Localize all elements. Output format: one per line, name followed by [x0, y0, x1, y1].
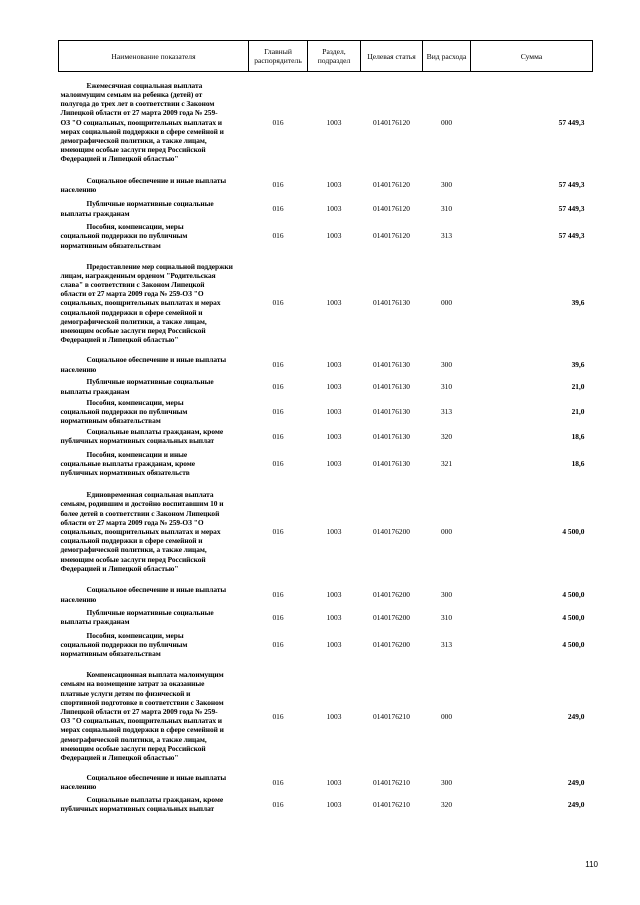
indicator-name-cell — [59, 447, 249, 480]
expense-type-cell: 300 — [440, 180, 453, 190]
page-number: 110 — [585, 860, 598, 869]
expense-type-cell: 320 — [440, 799, 453, 809]
chief-administrator-cell: 016 — [272, 298, 284, 308]
indicator-name-cell — [59, 771, 249, 793]
chief-administrator-cell: 016 — [272, 711, 284, 721]
indicator-name-line: Липецкой области от 27 марта 2009 года № 259- — [60, 706, 218, 716]
chief-administrator-cell: 016 — [272, 117, 284, 127]
amount-cell: 249,0 — [567, 711, 585, 721]
expense-type-cell: 300 — [440, 590, 453, 599]
section-cell: 1003 — [326, 612, 342, 622]
indicator-name-line: публичных нормативных социальных выплат — [60, 804, 215, 814]
amount-cell: 57 449,3 — [558, 117, 585, 127]
header-section: Раздел, подраздел — [308, 41, 361, 72]
chief-administrator-cell: 016 — [272, 459, 284, 468]
table-row — [59, 661, 593, 771]
indicator-name-cell — [59, 583, 249, 606]
table-row — [59, 198, 593, 220]
section-cell: 1003 — [326, 381, 342, 391]
section-cell: 1003 — [326, 799, 342, 809]
indicator-name-cell — [59, 480, 249, 583]
indicator-name-cell — [59, 72, 249, 173]
indicator-name-line: населению — [60, 594, 97, 604]
header-target-item: Целевая статья — [361, 41, 423, 72]
indicator-name-line: выплаты гражданам — [60, 617, 130, 627]
section-cell: 1003 — [326, 711, 342, 721]
table-row — [59, 253, 593, 354]
indicator-name-line: Пособия, компенсации, меры — [86, 630, 184, 640]
amount-cell: 21,0 — [571, 381, 585, 391]
indicator-name-line: публичных нормативных обязательств — [60, 468, 190, 478]
budget-table — [58, 40, 593, 815]
indicator-name-line: полугода до трех лет в соответствии с Законом — [60, 99, 215, 109]
indicator-name-line: населению — [60, 782, 97, 792]
indicator-name-line: Социальное обеспечение и иные выплаты — [86, 355, 227, 365]
indicator-name-line: Публичные нормативные социальные — [86, 607, 214, 617]
section-cell: 1003 — [326, 203, 342, 213]
indicator-name-line: слава" в соответствии с Законом Липецкой — [60, 279, 205, 289]
target-item-cell: 0140176130 — [373, 298, 410, 308]
indicator-name-line: Федерацией и Липецкой областью" — [60, 752, 179, 762]
indicator-name-line: Пособия, компенсации и иные — [86, 449, 188, 459]
indicator-name-line: семьям, родившим и достойно воспитавшим 10 и — [60, 499, 224, 509]
target-item-cell: 0140176200 — [373, 640, 410, 649]
amount-cell: 57 449,3 — [558, 180, 585, 190]
indicator-name-cell — [59, 398, 249, 426]
table-row — [59, 220, 593, 253]
indicator-name-line: социальной поддержки в сфере семейной и — [60, 307, 203, 317]
indicator-name-line: Социальное обеспечение и иные выплаты — [86, 175, 227, 185]
chief-administrator-cell: 016 — [272, 180, 284, 190]
amount-cell: 18,6 — [571, 459, 585, 468]
indicator-name-line: социальной поддержки по публичным — [60, 406, 188, 416]
table-row — [59, 793, 593, 815]
target-item-cell: 0140176130 — [373, 359, 410, 369]
target-item-cell: 0140176200 — [373, 590, 410, 599]
table-row — [59, 376, 593, 398]
expense-type-cell: 000 — [440, 527, 453, 536]
indicator-name-cell — [59, 376, 249, 398]
table-row — [59, 606, 593, 628]
header-expense-type: Вид расхода — [423, 41, 471, 72]
target-item-cell: 0140176210 — [373, 777, 410, 787]
indicator-name-cell — [59, 628, 249, 661]
header-indicator-name: Наименование показателя — [59, 41, 249, 72]
indicator-name-line: Публичные нормативные социальные — [86, 377, 214, 387]
indicator-name-cell — [59, 220, 249, 253]
target-item-cell: 0140176210 — [373, 711, 410, 721]
indicator-name-line: имеющим особые заслуги перед Российской — [60, 554, 206, 564]
section-cell: 1003 — [326, 527, 342, 536]
indicator-name-line: выплаты гражданам — [60, 386, 130, 396]
table-header — [59, 41, 593, 72]
expense-type-cell: 000 — [440, 117, 453, 127]
amount-cell: 4 500,0 — [562, 590, 585, 599]
header-amount: Сумма — [471, 41, 593, 72]
indicator-name-line: Социальные выплаты гражданам, кроме — [86, 794, 224, 804]
chief-administrator-cell: 016 — [272, 799, 284, 809]
indicator-name-line: Пособия, компенсации, меры — [86, 222, 184, 232]
target-item-cell: 0140176120 — [373, 203, 410, 213]
target-item-cell: 0140176210 — [373, 799, 410, 809]
indicator-name-line: Социальное обеспечение и иные выплаты — [86, 585, 227, 595]
indicator-name-line: демографической политики, а также лицам, — [60, 545, 207, 555]
indicator-name-line: населению — [60, 185, 97, 194]
table-row — [59, 583, 593, 606]
table-row — [59, 72, 593, 173]
expense-type-cell: 310 — [440, 381, 453, 391]
indicator-name-line: имеющим особые заслуги перед Российской — [60, 145, 206, 155]
indicator-name-line: Пособия, компенсации, меры — [86, 397, 184, 407]
indicator-name-line: нормативным обязательствам — [60, 240, 161, 250]
indicator-name-line: демографической политики, а также лицам, — [60, 316, 207, 326]
indicator-name-line: платные услуги детям по физической и — [60, 688, 191, 698]
header-chief-administrator: Главный распорядитель — [249, 41, 308, 72]
indicator-name-line: мерах социальной поддержки в сфере семейной и — [60, 126, 224, 136]
section-cell: 1003 — [326, 459, 342, 468]
amount-cell: 249,0 — [567, 777, 585, 787]
amount-cell: 57 449,3 — [558, 203, 585, 213]
indicator-name-line: нормативным обязательствам — [60, 415, 161, 425]
amount-cell: 18,6 — [571, 431, 585, 441]
indicator-name-line: Федерацией и Липецкой областью" — [60, 154, 179, 164]
section-cell: 1003 — [326, 590, 342, 599]
target-item-cell: 0140176130 — [373, 381, 410, 391]
indicator-name-cell — [59, 253, 249, 354]
indicator-name-line: Предоставление мер социальной поддержки — [86, 261, 233, 271]
amount-cell: 4 500,0 — [562, 612, 585, 622]
section-cell: 1003 — [326, 777, 342, 787]
amount-cell: 39,6 — [571, 359, 585, 369]
indicator-name-line: семьям на возмещение затрат за оказанные — [60, 679, 205, 689]
indicator-name-line: Компенсационная выплата малоимущим — [86, 670, 224, 680]
amount-cell: 21,0 — [571, 406, 585, 416]
expense-type-cell: 310 — [440, 612, 453, 622]
indicator-name-cell — [59, 354, 249, 376]
indicator-name-line: демографической политики, а также лицам, — [60, 136, 207, 146]
expense-type-cell: 000 — [440, 298, 453, 308]
indicator-name-line: социальные выплаты гражданам, кроме — [60, 459, 196, 468]
amount-cell: 4 500,0 — [562, 527, 585, 536]
section-cell: 1003 — [326, 180, 342, 190]
indicator-name-line: области от 27 марта 2009 года № 259-ОЗ "О — [60, 517, 204, 527]
indicator-name-line: социальной поддержки в сфере семейной и — [60, 536, 203, 546]
expense-type-cell: 000 — [440, 711, 453, 721]
indicator-name-line: нормативным обязательствам — [60, 649, 161, 659]
chief-administrator-cell: 016 — [272, 640, 284, 649]
table-row — [59, 447, 593, 480]
amount-cell: 39,6 — [571, 298, 585, 308]
indicator-name-line: Публичные нормативные социальные — [86, 199, 214, 209]
expense-type-cell: 313 — [440, 640, 453, 649]
target-item-cell: 0140176130 — [373, 459, 410, 468]
expense-type-cell: 300 — [440, 777, 453, 787]
section-cell: 1003 — [326, 231, 342, 241]
indicator-name-line: ОЗ "О социальных, поощрительных выплатах и — [60, 117, 223, 127]
indicator-name-line: Единовременная социальная выплата — [86, 490, 214, 500]
table-row — [59, 354, 593, 376]
chief-administrator-cell: 016 — [272, 203, 284, 213]
table-body — [59, 72, 593, 816]
expense-type-cell: 321 — [440, 459, 453, 468]
amount-cell: 4 500,0 — [562, 640, 585, 649]
chief-administrator-cell: 016 — [272, 590, 284, 599]
chief-administrator-cell: 016 — [272, 359, 284, 369]
indicator-name-line: области от 27 марта 2009 года № 259-ОЗ "О — [60, 289, 204, 299]
indicator-name-line: мерах социальной поддержки в сфере семейной и — [60, 725, 224, 735]
chief-administrator-cell: 016 — [272, 231, 284, 241]
chief-administrator-cell: 016 — [272, 406, 284, 416]
table-row — [59, 480, 593, 583]
indicator-name-line: имеющим особые заслуги перед Российской — [60, 743, 206, 753]
section-cell: 1003 — [326, 298, 342, 308]
amount-cell: 57 449,3 — [558, 231, 585, 241]
indicator-name-line: социальных, поощрительных выплатах и мерах — [60, 527, 221, 536]
chief-administrator-cell: 016 — [272, 527, 284, 536]
indicator-name-line: социальных, поощрительных выплатах и мерах — [60, 298, 221, 308]
indicator-name-line: демографической политики, а также лицам, — [60, 734, 207, 744]
table-row — [59, 173, 593, 198]
indicator-name-line: социальной поддержки по публичным — [60, 231, 188, 241]
section-cell: 1003 — [326, 359, 342, 369]
indicator-name-line: имеющим особые заслуги перед Российской — [60, 326, 206, 335]
indicator-name-line: лицам, награжденным орденом "Родительская — [60, 270, 216, 280]
amount-cell: 249,0 — [567, 799, 585, 809]
target-item-cell: 0140176120 — [373, 180, 410, 190]
target-item-cell: 0140176130 — [373, 406, 410, 416]
target-item-cell: 0140176120 — [373, 231, 410, 241]
section-cell: 1003 — [326, 406, 342, 416]
indicator-name-line: социальной поддержки по публичным — [60, 640, 188, 649]
chief-administrator-cell: 016 — [272, 612, 284, 622]
expense-type-cell: 320 — [440, 431, 453, 441]
table-row — [59, 771, 593, 793]
expense-type-cell: 313 — [440, 406, 453, 416]
indicator-name-line: Федерацией и Липецкой областью" — [60, 563, 179, 573]
indicator-name-line: малоимущим семьям на ребенка (детей) от — [60, 90, 203, 100]
chief-administrator-cell: 016 — [272, 777, 284, 787]
indicator-name-line: Липецкой области от 27 марта 2009 года № 259- — [60, 108, 218, 118]
indicator-name-line: публичных нормативных социальных выплат — [60, 436, 215, 446]
indicator-name-line: Ежемесячная социальная выплата — [86, 80, 203, 90]
chief-administrator-cell: 016 — [272, 431, 284, 441]
indicator-name-line: Социальное обеспечение и иные выплаты — [86, 772, 227, 782]
indicator-name-line: ОЗ "О социальных, поощрительных выплатах и — [60, 716, 223, 726]
table-row — [59, 398, 593, 426]
indicator-name-line: выплаты гражданам — [60, 208, 130, 218]
section-cell: 1003 — [326, 117, 342, 127]
target-item-cell: 0140176200 — [373, 527, 410, 536]
indicator-name-line: Социальные выплаты гражданам, кроме — [86, 426, 224, 436]
indicator-name-line: Федерацией и Липецкой областью" — [60, 335, 179, 345]
section-cell: 1003 — [326, 431, 342, 441]
expense-type-cell: 313 — [440, 231, 453, 241]
indicator-name-line: более детей в соответствии с Законом Липецкой — [60, 508, 220, 518]
expense-type-cell: 300 — [440, 359, 453, 369]
section-cell: 1003 — [326, 640, 342, 649]
table-row — [59, 425, 593, 447]
indicator-name-cell — [59, 793, 249, 815]
indicator-name-cell — [59, 606, 249, 628]
target-item-cell: 0140176120 — [373, 117, 410, 127]
table-row — [59, 628, 593, 661]
indicator-name-line: населению — [60, 364, 97, 374]
target-item-cell: 0140176200 — [373, 612, 410, 622]
indicator-name-cell — [59, 425, 249, 447]
header-row — [59, 41, 593, 72]
indicator-name-cell — [59, 661, 249, 771]
indicator-name-line: спортивной подготовке в соответствии с Законом — [60, 697, 224, 707]
expense-type-cell: 310 — [440, 203, 453, 213]
indicator-name-cell — [59, 198, 249, 220]
chief-administrator-cell: 016 — [272, 381, 284, 391]
target-item-cell: 0140176130 — [373, 431, 410, 441]
indicator-name-cell — [59, 173, 249, 198]
